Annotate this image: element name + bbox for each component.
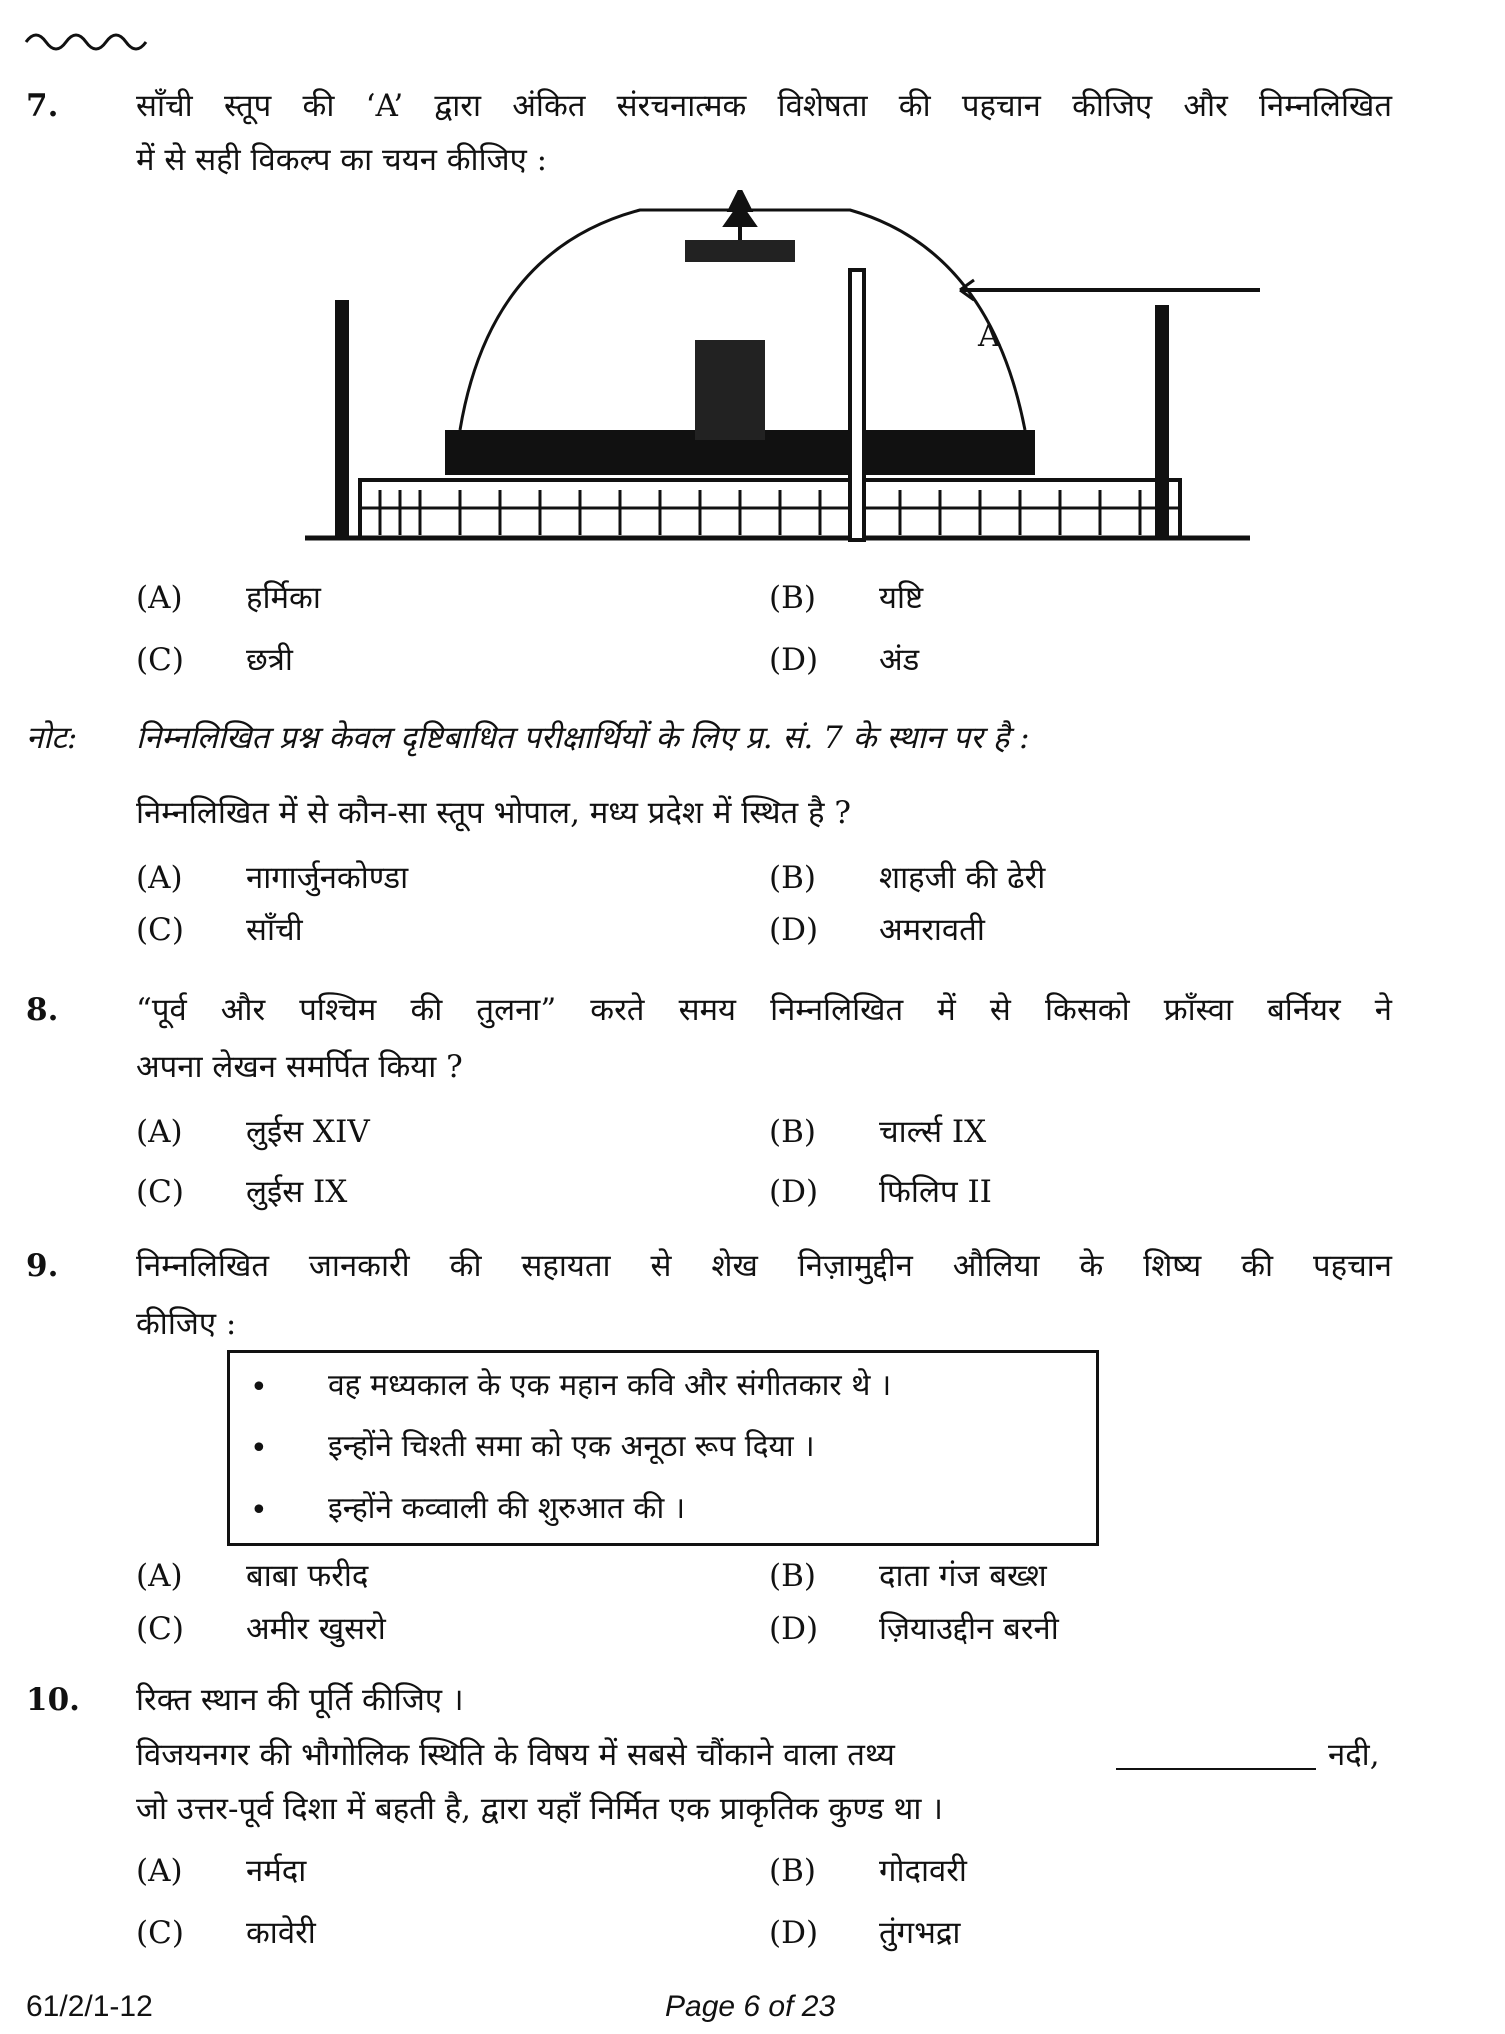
option-label: (D): [769, 1611, 819, 1647]
question-text: निम्नलिखित में से कौन-सा स्तूप भोपाल, मध्य प्रदेश में स्थित है ?: [136, 795, 851, 831]
option-text[interactable]: नागार्जुनकोण्डा: [246, 860, 409, 896]
option-label: (C): [136, 1611, 184, 1647]
option-label: (B): [769, 1114, 816, 1150]
option-text[interactable]: हर्मिका: [246, 580, 321, 616]
page-number: Page 6 of 23: [665, 1990, 836, 2023]
question-number: 9.: [26, 1248, 59, 1284]
question-text: नदी,: [1328, 1737, 1380, 1773]
option-label: (A): [136, 1853, 183, 1889]
option-label: (D): [769, 1174, 819, 1210]
option-label: (C): [136, 642, 184, 678]
option-text[interactable]: लुईस XIV: [246, 1114, 370, 1150]
option-text[interactable]: फिलिप II: [879, 1174, 992, 1210]
option-text[interactable]: कावेरी: [246, 1915, 316, 1951]
option-text[interactable]: साँची: [246, 912, 303, 948]
option-label: (C): [136, 1174, 184, 1210]
option-label: (C): [136, 1915, 184, 1951]
option-label: (C): [136, 912, 184, 948]
option-text[interactable]: तुंगभद्रा: [879, 1915, 961, 1951]
option-text[interactable]: अमीर खुसरो: [246, 1611, 386, 1647]
question-text: अपना लेखन समर्पित किया ?: [136, 1049, 463, 1085]
option-text[interactable]: लुईस IX: [246, 1174, 348, 1210]
option-label: (B): [769, 1853, 816, 1889]
note-text: निम्नलिखित प्रश्न केवल दृष्टिबाधित परीक्षार्थियों के लिए प्र. सं. 7 के स्थान पर है :: [136, 720, 1030, 756]
option-text[interactable]: चार्ल्स IX: [879, 1114, 987, 1150]
clue-item: वह मध्यकाल के एक महान कवि और संगीतकार थे ।: [328, 1368, 892, 1403]
option-label: (D): [769, 1915, 819, 1951]
option-text[interactable]: दाता गंज बख्श: [879, 1558, 1047, 1594]
question-text: “पूर्व और पश्चिम की तुलना” करते समय निम्नलिखित में से किसको फ्राँस्वा बर्नियर ने: [136, 992, 1392, 1028]
option-label: (A): [136, 860, 183, 896]
question-text: कीजिए :: [136, 1306, 237, 1342]
option-label: (B): [769, 580, 816, 616]
option-text[interactable]: गोदावरी: [879, 1853, 967, 1889]
squiggle-mark: [24, 28, 154, 52]
option-text[interactable]: छत्री: [246, 642, 293, 678]
question-number: 8.: [26, 992, 59, 1028]
option-text[interactable]: अमरावती: [879, 912, 985, 948]
option-label: (A): [136, 580, 183, 616]
option-label: (D): [769, 642, 819, 678]
option-text[interactable]: बाबा फरीद: [246, 1558, 369, 1594]
option-label: (B): [769, 860, 816, 896]
option-label: (B): [769, 1558, 816, 1594]
option-label: (A): [136, 1558, 183, 1594]
question-number: 10.: [26, 1682, 80, 1718]
bullet-icon: •: [250, 1370, 268, 1405]
question-text: साँची स्तूप की ‘A’ द्वारा अंकित संरचनात्मक विशेषता की पहचान कीजिए और निम्नलिखित: [136, 88, 1392, 124]
option-text[interactable]: शाहजी की ढेरी: [879, 860, 1046, 896]
clue-item: इन्होंने चिश्ती समा को एक अनूठा रूप दिया ।: [328, 1429, 815, 1464]
paper-code: 61/2/1-12: [26, 1990, 153, 2023]
clue-item: इन्होंने कव्वाली की शुरुआत की ।: [328, 1491, 686, 1526]
option-text[interactable]: अंड: [879, 642, 920, 678]
question-text: निम्नलिखित जानकारी की सहायता से शेख निज़ामुद्दीन औलिया के शिष्य की पहचान: [136, 1248, 1392, 1284]
option-text[interactable]: नर्मदा: [246, 1853, 307, 1889]
option-text[interactable]: ज़ियाउद्दीन बरनी: [879, 1611, 1059, 1647]
option-text[interactable]: यष्टि: [879, 580, 924, 616]
question-text: विजयनगर की भौगोलिक स्थिति के विषय में सबसे चौंकाने वाला तथ्य: [136, 1737, 895, 1773]
option-label: (D): [769, 912, 819, 948]
question-text: में से सही विकल्प का चयन कीजिए :: [136, 142, 548, 178]
fill-in-blank: [1116, 1740, 1316, 1770]
option-label: (A): [136, 1114, 183, 1150]
sanchi-stupa-figure: [300, 190, 1260, 550]
note-label: नोट:: [26, 720, 78, 756]
bullet-icon: •: [250, 1431, 268, 1466]
question-number: 7.: [26, 88, 59, 124]
figure-label-a: A: [978, 318, 1001, 354]
question-text: रिक्त स्थान की पूर्ति कीजिए ।: [136, 1682, 464, 1718]
bullet-icon: •: [250, 1493, 268, 1528]
question-text: जो उत्तर-पूर्व दिशा में बहती है, द्वारा यहाँ निर्मित एक प्राकृतिक कुण्ड था ।: [136, 1791, 943, 1827]
